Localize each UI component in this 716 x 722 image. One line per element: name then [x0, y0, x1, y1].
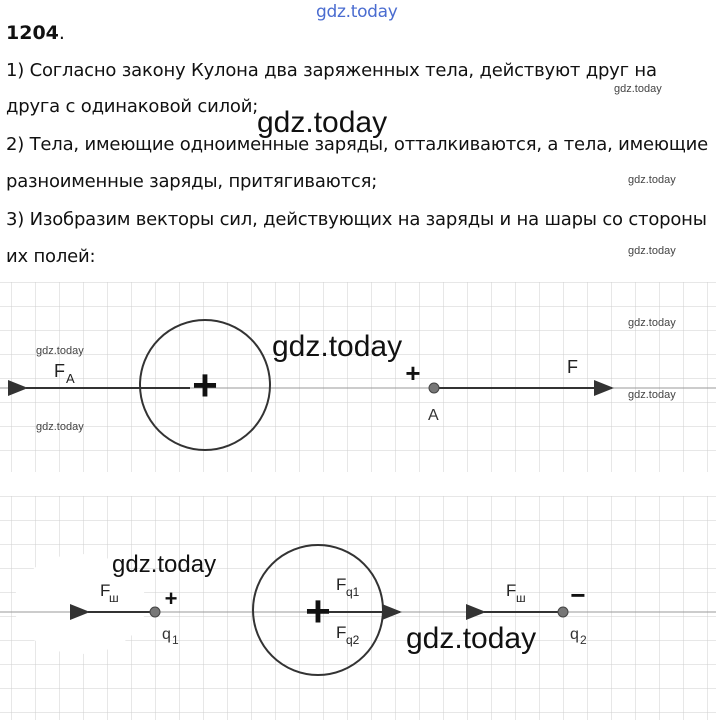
diagram-attraction: [0, 494, 716, 722]
fq2-label-sub: q2: [346, 633, 360, 647]
left-charge-sign: +: [164, 586, 178, 611]
text-line-2: друга с одинаковой силой;: [6, 96, 259, 117]
force-label-f: F: [567, 357, 578, 377]
problem-number: [6, 22, 65, 44]
q2-label-sub: 2: [580, 633, 587, 647]
charge-sign: +: [405, 358, 421, 388]
watermark-small: gdz.today: [628, 317, 676, 329]
right-force-label-sub: ш: [516, 591, 526, 605]
watermark-small: gdz.today: [628, 389, 676, 401]
left-force-label: F: [100, 581, 111, 600]
grid-background: [0, 282, 716, 472]
force-label-fa: F: [54, 361, 65, 381]
text-line-3: 2) Тела, имеющие одноименные заряды, отталкиваются, а тела, имеющие: [6, 134, 708, 155]
right-force-label: F: [506, 581, 517, 600]
left-force-label-sub: ш: [109, 591, 119, 605]
diagram-repulsion: [0, 276, 716, 476]
watermark-small: gdz.today: [628, 174, 676, 186]
force-label-fa-sub: A: [66, 371, 75, 386]
point-charge-a: [429, 383, 439, 393]
fq1-label: F: [336, 575, 347, 594]
watermark-small: gdz.today: [36, 421, 84, 433]
watermark-large: gdz.today: [272, 330, 403, 363]
watermark-large: gdz.today: [406, 622, 537, 655]
fq1-label-sub: q1: [346, 585, 360, 599]
fq2-label: F: [336, 623, 347, 642]
text-line-4: разноименные заряды, притягиваются;: [6, 171, 378, 192]
q1-label-sub: 1: [172, 633, 179, 647]
q2-label: q: [570, 626, 579, 643]
problem-number-value: 1204: [6, 22, 59, 44]
ball-sign: +: [305, 587, 331, 636]
watermark-large: gdz.today: [257, 106, 388, 139]
watermark-top: gdz.today: [316, 2, 398, 22]
point-label: A: [428, 407, 439, 424]
right-charge-sign: −: [570, 580, 586, 610]
text-line-6: их полей:: [6, 246, 96, 267]
point-charge-q2: [558, 607, 568, 617]
text-line-1: 1) Согласно закону Кулона два заряженных тела, действуют друг на: [6, 60, 657, 81]
watermark-large: gdz.today: [112, 551, 217, 578]
q1-label: q: [162, 626, 171, 643]
watermark-small: gdz.today: [614, 83, 662, 95]
text-line-5: 3) Изобразим векторы сил, действующих на заряды и на шары со стороны: [6, 209, 707, 230]
watermark-small: gdz.today: [36, 345, 84, 357]
problem-number-dot: .: [58, 22, 65, 44]
point-charge-q1: [150, 607, 160, 617]
ball-sign: +: [192, 361, 218, 410]
watermark-small: gdz.today: [628, 245, 676, 257]
